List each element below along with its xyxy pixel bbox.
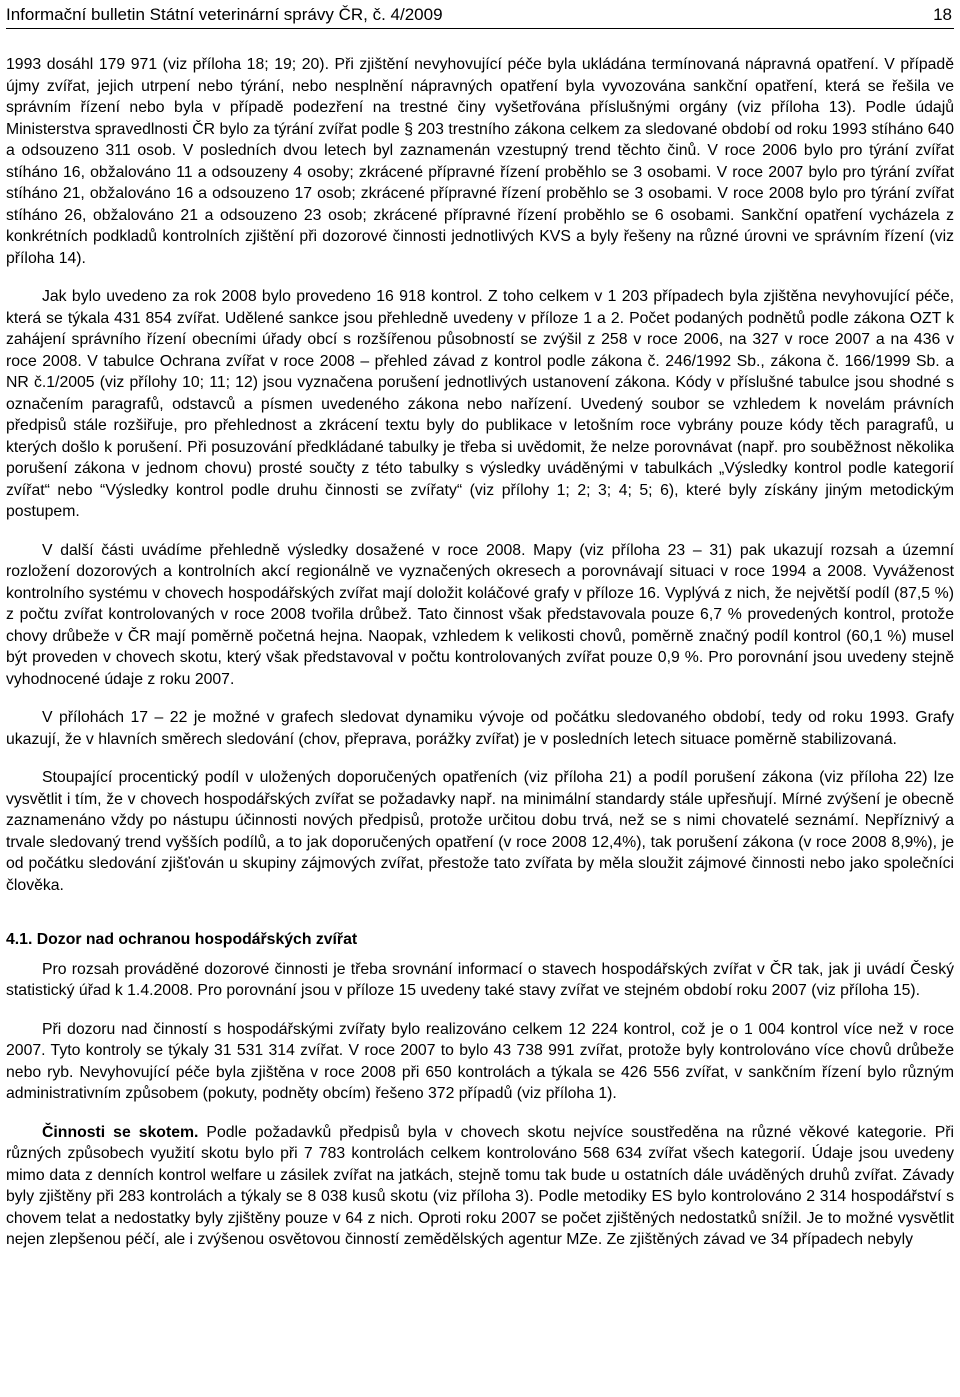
cattle-text: Podle požadavků předpisů byla v chovech skotu nejvíce soustředěna na různé věkové kategorie. Při různých způsobech využití skotu bylo při 7 783 kontrolách celkem kontrolováno 568 634 zvířat všech kategorií. Údaje jsou uvedeny mimo data z denních kontrol welfare u zásilek zvířat na jatkách, stejně tomu tak bude u ostatních dále uváděných druhů zvířat. Závady byly zjištěny při 283 kontrolách a týkaly se 8 038 kusů skotu (viz příloha 3). Podle metodiky ES bylo kontrolováno 2 314 hospodářství s chovem telat a nedostatky byly zjištěny pouze v 64 z nich. Oproti roku 2007 se počet zjištěných nedostatků snížil. Je to možné vysvětlit nejen zlepšenou péčí, ale i zvýšenou osvětovou činností zemědělských agentur MZe. Ze zjištěných závad ve 34 případech nebyly xyxy=(6,1123,954,1248)
paragraph: 1993 dosáhl 179 971 (viz příloha 18; 19; 20). Při zjištění nevyhovující péče byla ukládána termínovaná nápravná opatření. V případě újmy zvířat, jejich utrpení nebo týrání, nebo nesplnění nápravných opatření byla vyvozována sankční opatření, která se řešila ve správním řízení nebo byla v případě podezření na trestné činy vyšetřována příslušnými orgány (viz příloha 13). Podle údajů Ministerstva spravedlnosti ČR bylo za týrání zvířat podle § 203 trestního zákona celkem za sledované období od roku 1993 stíháno 640 a odsouzeno 311 osob. V posledních dvou letech byl zaznamenán vzestupný trend těchto činů. V roce 2006 bylo pro týrání zvířat stíháno 16, obžalováno 11 a odsouzeny 4 osoby; zkrácené přípravné řízení proběhlo se 3 osobami. V roce 2007 bylo pro týrání zvířat stíháno 21, obžalováno 16 a odsouzeno 17 osob; zkrácené přípravné řízení proběhlo se 3 osobami. V roce 2008 bylo pro týrání zvířat stíháno 26, obžalováno 21 a odsouzeno 23 osob; zkrácené přípravné řízení proběhlo se 6 osobami. Sankční opatření vycházela z konkrétních podkladů kontrolních zjištění při dozorové činnosti jednotlivých KVS a byly řešeny na různé úrovni ve správním řízení (viz příloha 14). xyxy=(6,56,954,267)
paragraph: V přílohách 17 – 22 je možné v grafech sledovat dynamiku vývoje od počátku sledovaného období, tedy od roku 1993. Grafy ukazují, že v hlavních směrech sledování (chov, přeprava, porážky zvířat) je v posledních letech situace poměrně stabilizovaná. xyxy=(6,709,954,748)
paragraph: Pro rozsah prováděné dozorové činnosti je třeba srovnání informací o stavech hospodářských zvířat v ČR tak, jak ji uvádí Český statistický úřad k 1.4.2008. Pro porovnání jsou v příloze 15 uvedeny také stavy zvířat ve stejném období roku 2007 (viz příloha 15). xyxy=(6,960,954,999)
page-number: 18 xyxy=(933,5,952,24)
bulletin-title: Informační bulletin Státní veterinární správy ČR, č. 4/2009 xyxy=(6,5,443,24)
paragraph: V další části uvádíme přehledně výsledky dosažené v roce 2008. Mapy (viz příloha 23 – 31) pak ukazují rozsah a územní rozložení dozorových a kontrolních akcí regionálně ve vyznačených okresech a porovnávají situaci v roce 1994 a 2008. Vyváženost kontrolního systému v chovech hospodářských zvířat mají doložit koláčové grafy v příloze 16. Vyplývá z nich, že největší podíl (87,5 %) z počtu zvířat kontrolovaných v roce 2008 tvořila drůbež. Tato činnost však představovala pouze 6,7 % provedených kontrol, protože chovy drůbeže v ČR mají poměrně početná hejna. Naopak, vzhledem k velikosti chovů, poměrně značný podíl kontrol (60,1 %) musel být proveden v chovech skotu, který však představoval v počtu kontrolovaných zvířat pouze 0,9 %. Pro porovnání jsou uvedeny stejně vyhodnocené údaje z roku 2007. xyxy=(6,541,954,688)
section-heading: 4.1. Dozor nad ochranou hospodářských zvířat xyxy=(6,931,358,948)
cattle-label: Činnosti se skotem. xyxy=(42,1123,199,1141)
cattle-paragraph xyxy=(6,1122,954,1251)
document-body xyxy=(6,54,954,1251)
paragraph: Při dozoru nad činností s hospodářskými zvířaty bylo realizováno celkem 12 224 kontrol, což je o 1 004 kontrol více než v roce 2007. Tyto kontroly se týkaly 31 531 314 zvířat. V roce 2007 to bylo 43 738 991 zvířat, protože byly kontrolováno více chovů drůbeže nebo ryb. Nevyhovující péče byla zjištěna v roce 2008 při 650 kontrolách a týkala se 426 556 zvířat, v sankčním řízení bylo různým administrativním způsobem (pokuty, podněty obcím) řešeno 372 případů (viz příloha 1). xyxy=(6,1020,954,1102)
paragraph: Stoupající procentický podíl v uložených doporučených opatřeních (viz příloha 21) a podíl porušení zákona (viz příloha 22) lze vysvětlit i tím, že v chovech hospodářských zvířat se požadavky např. na minimální standardy stále upřesňují. Mírné zvýšení je obecně zaznamenáno vždy po nástupu účinnosti nových předpisů, protože určitou dobu trvá, než se s nimi chovatelé seznámí. Nepříznivý a trvale sledovaný trend vyšších podílů, a to jak doporučených opatření (v roce 2008 12,4%), tak porušení zákona (v roce 2008 8,9%), je od počátku sledování zjišťován u skupiny zájmových zvířat, přestože tato zvířata by měla sloužit zájmové činnosti nebo jako společníci člověka. xyxy=(6,769,954,894)
page-header xyxy=(6,4,954,29)
paragraph: Jak bylo uvedeno za rok 2008 bylo provedeno 16 918 kontrol. Z toho celkem v 1 203 případech byla zjištěna nevyhovující péče, která se týkala 431 854 zvířat. Udělené sankce jsou přehledně uvedeny v příloze 1 a 2. Počet podaných podnětů podle zákona OZT k zahájení správního řízení obecními úřady obcí s rozšířenou působností se zvýšil z 258 v roce 2006, na 327 v roce 2007 a na 436 v roce 2008. V tabulce Ochrana zvířat v roce 2008 – přehled závad z kontrol podle zákona č. 246/1992 Sb., zákona č. 166/1999 Sb. a NR č.1/2005 (viz přílohy 10; 11; 12) jsou vyznačena porušení jednotlivých ustanovení zákona. Kódy v příslušné tabulce jsou shodné s označením paragrafů, odstavců a písmen uvedeného zákona nebo nařízení. Uvedený soubor se vzhledem k novelám právních předpisů stále rozšiřuje, pro přehlednost a zkrácení textu byly do publikace v letošním roce vybrány pouze kódy těch paragrafů, u kterých došlo k porušení. Při posuzování předkládané tabulky je třeba si uvědomit, že nelze porovnávat (např. pro souběžnost několika porušení zákona v jednom chovu) prosté součty z této tabulky s výsledky uváděnými v tabulkách „Výsledky kontrol podle kategorií zvířat“ nebo “Výsledky kontrol podle druhu činnosti se zvířaty“ (viz přílohy 1; 2; 3; 4; 5; 6), které byly získány jiným metodickým postupem. xyxy=(6,288,954,520)
